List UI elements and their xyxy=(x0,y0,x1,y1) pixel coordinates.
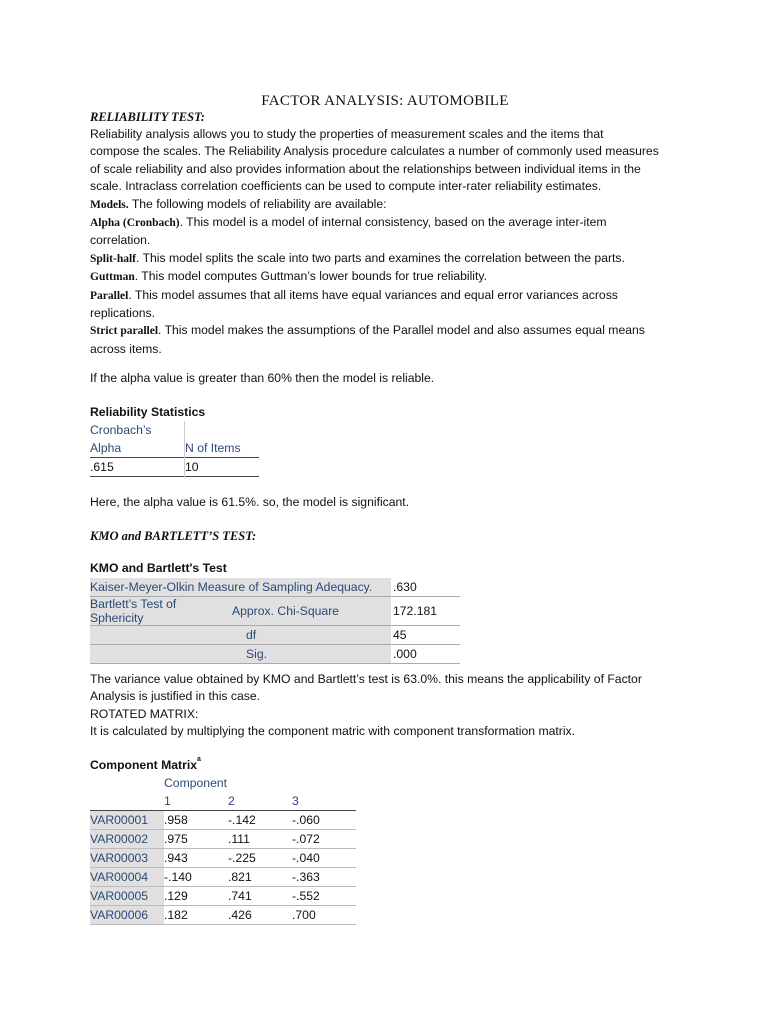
models-line xyxy=(90,196,675,214)
stat-value: 10 xyxy=(185,460,199,474)
matrix-cell: .129 xyxy=(164,889,188,903)
component-group-header: Component xyxy=(164,776,228,790)
split-term: Split-half xyxy=(90,252,137,265)
reliability-heading: RELIABILITY TEST: xyxy=(90,110,205,124)
split-line xyxy=(90,250,675,268)
strict-text: . This model makes the assumptions of the Parallel model and also assumes equal means xyxy=(158,323,645,338)
alpha-line xyxy=(90,214,675,232)
alpha-term: Alpha (Cronbach) xyxy=(90,217,180,230)
row-label: VAR00004 xyxy=(90,868,164,887)
kmo-row-label: Kaiser-Meyer-Olkin Measure of Sampling Adequacy. xyxy=(90,578,391,597)
alpha-rule: If the alpha value is greater than 60% then the model is reliable. xyxy=(90,371,435,385)
matrix-cell: .426 xyxy=(228,908,252,922)
kmo-caption: KMO and Bartlett's Test xyxy=(90,561,227,575)
header-cell: Alpha xyxy=(90,439,185,458)
row-label: VAR00003 xyxy=(90,849,164,868)
header-cell: Cronbach’s xyxy=(90,421,185,439)
strict-line-2: across items. xyxy=(90,341,162,356)
matrix-cell: .700 xyxy=(292,908,316,922)
table-row xyxy=(90,906,356,925)
table-row xyxy=(90,811,356,830)
rotated-heading: ROTATED MATRIX: xyxy=(90,706,199,721)
guttman-term: Guttman xyxy=(90,271,135,284)
alpha-line-2: correlation. xyxy=(90,233,151,248)
intro-line: Reliability analysis allows you to study the properties of measurement scales and the items that xyxy=(90,127,604,141)
strict-term: Strict parallel xyxy=(90,325,159,338)
header-cell: N of Items xyxy=(185,441,241,455)
parallel-line-2: replications. xyxy=(90,306,156,321)
matrix-cell: .958 xyxy=(164,813,188,827)
kmo-row-sub: Approx. Chi-Square xyxy=(232,597,391,626)
kmo-row-sub: df xyxy=(232,626,391,645)
matrix-cell: .943 xyxy=(164,851,188,865)
column-header: 1 xyxy=(164,794,171,808)
matrix-cell: -.225 xyxy=(228,851,256,865)
stat-value: .615 xyxy=(90,458,185,477)
table-row xyxy=(90,849,356,868)
parallel-term: Parallel xyxy=(90,289,129,302)
component-matrix-title: Component Matrix xyxy=(90,758,197,772)
row-label: VAR00002 xyxy=(90,830,164,849)
parallel-line xyxy=(90,287,675,305)
column-header: 3 xyxy=(292,794,299,808)
matrix-cell: -.040 xyxy=(292,851,320,865)
component-matrix-footnote-mark: a xyxy=(196,756,201,763)
kmo-row-value: .630 xyxy=(393,580,417,594)
models-term: Models. xyxy=(90,198,129,211)
strict-line xyxy=(90,322,675,340)
matrix-cell: .182 xyxy=(164,908,188,922)
matrix-cell: -.552 xyxy=(292,889,320,903)
models-text: The following models of reliability are available: xyxy=(128,196,387,211)
split-text: . This model splits the scale into two parts and examines the correlation between the parts. xyxy=(136,250,625,265)
table-row xyxy=(90,868,356,887)
guttman-line xyxy=(90,268,675,286)
kmo-table xyxy=(90,578,460,664)
matrix-cell: -.363 xyxy=(292,870,320,884)
matrix-cell: .111 xyxy=(228,832,250,846)
kmo-conclusion-line: Analysis is justified in this case. xyxy=(90,689,261,704)
component-matrix-table xyxy=(90,774,356,925)
component-matrix-caption xyxy=(90,758,201,772)
reliability-intro xyxy=(90,126,675,358)
intro-line: of scale reliability and also provides information about the relationships between individual items in the xyxy=(90,161,641,176)
matrix-cell: .741 xyxy=(228,889,252,903)
matrix-cell: .821 xyxy=(228,870,252,884)
alpha-text: . This model is a model of internal consistency, based on the average inter-item xyxy=(179,215,607,230)
matrix-cell: -.140 xyxy=(164,870,192,884)
kmo-conclusion xyxy=(90,671,675,741)
reliability-stats-caption: Reliability Statistics xyxy=(90,405,206,419)
reliability-conclusion: Here, the alpha value is 61.5%. so, the model is significant. xyxy=(90,495,410,509)
column-header: 2 xyxy=(228,794,235,808)
guttman-text: . This model computes Guttman’s lower bounds for true reliability. xyxy=(134,269,487,284)
kmo-row-sub: Sig. xyxy=(232,645,391,664)
matrix-cell: .975 xyxy=(164,832,188,846)
row-label: VAR00006 xyxy=(90,906,164,925)
kmo-row-value: .000 xyxy=(393,647,417,661)
intro-line: compose the scales. The Reliability Analysis procedure calculates a number of commonly used measures xyxy=(90,144,659,159)
kmo-conclusion-line: The variance value obtained by KMO and Bartlett’s test is 63.0%. this means the applicability of Factor xyxy=(90,672,642,686)
kmo-row-value: 45 xyxy=(393,628,407,642)
intro-line: scale. Intraclass correlation coefficients can be used to compute inter-rater reliability estimates. xyxy=(90,179,602,194)
table-row xyxy=(90,887,356,906)
row-label: VAR00005 xyxy=(90,887,164,906)
kmo-heading: KMO and BARTLETT’S TEST: xyxy=(90,529,257,543)
reliability-stats-table xyxy=(90,421,259,477)
parallel-text: . This model assumes that all items have equal variances and equal error variances across xyxy=(128,287,618,302)
matrix-cell: -.142 xyxy=(228,813,256,827)
kmo-row-value: 172.181 xyxy=(393,604,438,618)
rotated-text: It is calculated by multiplying the component matric with component transformation matrix. xyxy=(90,724,576,739)
matrix-cell: -.072 xyxy=(292,832,320,846)
row-label: VAR00001 xyxy=(90,811,164,830)
kmo-row-label: Bartlett’s Test of Sphericity xyxy=(90,597,232,626)
table-row xyxy=(90,830,356,849)
matrix-cell: -.060 xyxy=(292,813,320,827)
page-title: FACTOR ANALYSIS: AUTOMOBILE xyxy=(261,93,509,109)
